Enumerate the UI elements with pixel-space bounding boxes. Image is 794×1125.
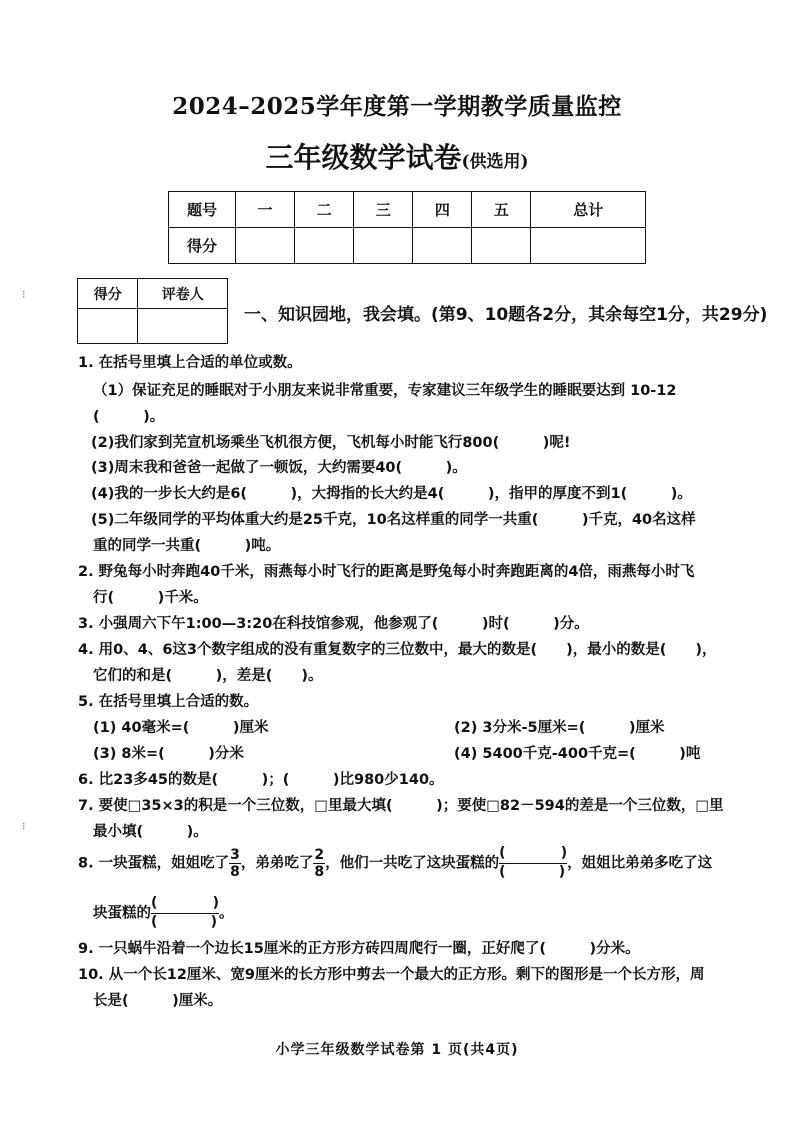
question-3: 3. 小强周六下午1:00—3:20在科技馆参观，他参观了( )时( )分。 (78, 616, 589, 632)
question-5-1: (1) 40毫米=( )厘米 (93, 720, 269, 736)
question-1-2: (2)我们家到芜宣机场乘坐飞机很方便，飞机每小时能飞行800( )呢! (91, 435, 571, 451)
question-10-line2: 长是( )厘米。 (93, 993, 223, 1009)
question-8-text-a: 8. 一块蛋糕，姐姐吃了 (78, 855, 230, 872)
score-table-cell: 四 (413, 192, 472, 228)
fraction-blank-denominator[interactable] (499, 864, 565, 881)
question-2-line2: 行( )千米。 (93, 590, 208, 606)
question-4-line1: 4. 用0、4、6这3个数字组成的没有重复数字的三位数中，最大的数是( )，最小的数是( )， (78, 642, 717, 658)
question-7-line1: 7. 要使□35×3的积是一个三位数，□里最大填( )；要使□82－594的差是一个三位数，□里 (78, 798, 724, 814)
fraction-denominator: 8 (314, 864, 325, 880)
question-6: 6. 比23多45的数是( )；( )比980少140。 (78, 772, 444, 788)
score-table-row-label: 得分 (169, 228, 236, 264)
exam-title: 2024–2025学年度第一学期教学质量监控 (172, 93, 622, 120)
question-5-2: (2) 3分米-5厘米=( )厘米 (454, 720, 665, 736)
question-1: 1. 在括号里填上合适的单位或数。 (78, 355, 302, 371)
grader-score-blank[interactable] (78, 309, 138, 344)
score-cell-blank[interactable] (295, 228, 354, 264)
question-5: 5. 在括号里填上合适的数。 (78, 694, 259, 710)
score-table (168, 191, 646, 264)
question-5-row2 (93, 741, 753, 767)
score-cell-blank[interactable] (413, 228, 472, 264)
question-1-1-line2: ( )。 (93, 409, 165, 425)
fraction-blank-denominator[interactable] (151, 914, 217, 931)
question-8-line1 (78, 846, 738, 881)
score-table-cell: 三 (354, 192, 413, 228)
question-4-line2: 它们的和是( )，差是( )。 (93, 668, 323, 684)
binding-margin-mark: ⁝ (22, 820, 26, 833)
fraction-two-eighths (313, 848, 325, 879)
question-5-3: (3) 8米=( )分米 (93, 746, 244, 762)
fraction-blank-numerator[interactable] (151, 896, 219, 914)
score-table-score-row (169, 228, 646, 264)
score-table-cell: 二 (295, 192, 354, 228)
grader-table-score-label: 得分 (78, 279, 138, 309)
question-1-3: (3)周末我和爸爸一起做了一顿饭，大约需要40( )。 (91, 460, 467, 476)
score-table-cell: 一 (236, 192, 295, 228)
question-10-line1: 10. 从一个长12厘米、宽9厘米的长方形中剪去一个最大的正方形。剩下的图形是一个长方形，周 (78, 967, 705, 983)
question-1-5-line2: 重的同学一共重( )吨。 (93, 538, 281, 554)
question-8-text-e: 块蛋糕的 (93, 905, 151, 922)
question-7-line2: 最小填( )。 (93, 824, 208, 840)
exam-subtitle (0, 136, 794, 176)
score-table-cell: 题号 (169, 192, 236, 228)
question-2-line1: 2. 野兔每小时奔跑40千米，雨燕每小时飞行的距离是野兔每小时奔跑距离的4倍，雨燕每小时飞 (78, 564, 695, 580)
grader-table-grader-label: 评卷人 (138, 279, 228, 309)
question-5-row1 (93, 715, 753, 741)
section-1-heading: 一、知识园地，我会填。(第9、10题各2分，其余每空1分，共29分) (244, 305, 768, 325)
fraction-numerator: 3 (230, 847, 240, 863)
fraction-blank-numerator[interactable] (499, 846, 567, 864)
question-8-text-c: ，他们一共吃了这块蛋糕的 (325, 855, 500, 872)
score-cell-blank[interactable] (236, 228, 295, 264)
question-1-4: (4)我的一步长大约是6( )，大拇指的长大约是4( )，指甲的厚度不到1( )。 (91, 486, 692, 502)
binding-margin-mark: ⁝ (22, 288, 26, 301)
subtitle-note: (供选用) (461, 152, 529, 172)
fraction-three-eighths (229, 848, 241, 879)
score-table-cell: 五 (472, 192, 531, 228)
score-table-header-row (169, 192, 646, 228)
question-8-text-f: 。 (219, 905, 234, 922)
question-1-5-line1: (5)二年级同学的平均体重大约是25千克，10名这样重的同学一共重( )千克，40名这样 (91, 512, 696, 528)
fraction-denominator: 8 (230, 864, 240, 880)
fraction-answer-blank[interactable] (499, 846, 567, 881)
question-9: 9. 一只蜗牛沿着一个边长15厘米的正方形方砖四周爬行一圈，正好爬了( )分米。 (78, 941, 640, 957)
question-1-1-line1: （1）保证充足的睡眠对于小朋友来说非常重要，专家建议三年级学生的睡眠要达到 10-12 (93, 383, 677, 399)
question-8-line2 (93, 896, 753, 931)
score-cell-blank[interactable] (354, 228, 413, 264)
fraction-numerator: 2 (314, 847, 325, 863)
question-8-text-b: ，弟弟吃了 (240, 855, 314, 872)
fraction-answer-blank[interactable] (151, 896, 219, 931)
grader-table (77, 278, 228, 344)
question-8-text-d: ，姐姐比弟弟多吃了这 (567, 855, 713, 872)
page-footer: 小学三年级数学试卷第 1 页(共4页) (275, 1042, 519, 1058)
question-5-4: (4) 5400千克-400千克=( )吨 (454, 746, 701, 762)
score-cell-blank[interactable] (531, 228, 646, 264)
score-cell-blank[interactable] (472, 228, 531, 264)
score-table-cell: 总计 (531, 192, 646, 228)
grader-name-blank[interactable] (138, 309, 228, 344)
subtitle-text: 三年级数学试卷 (265, 141, 462, 174)
